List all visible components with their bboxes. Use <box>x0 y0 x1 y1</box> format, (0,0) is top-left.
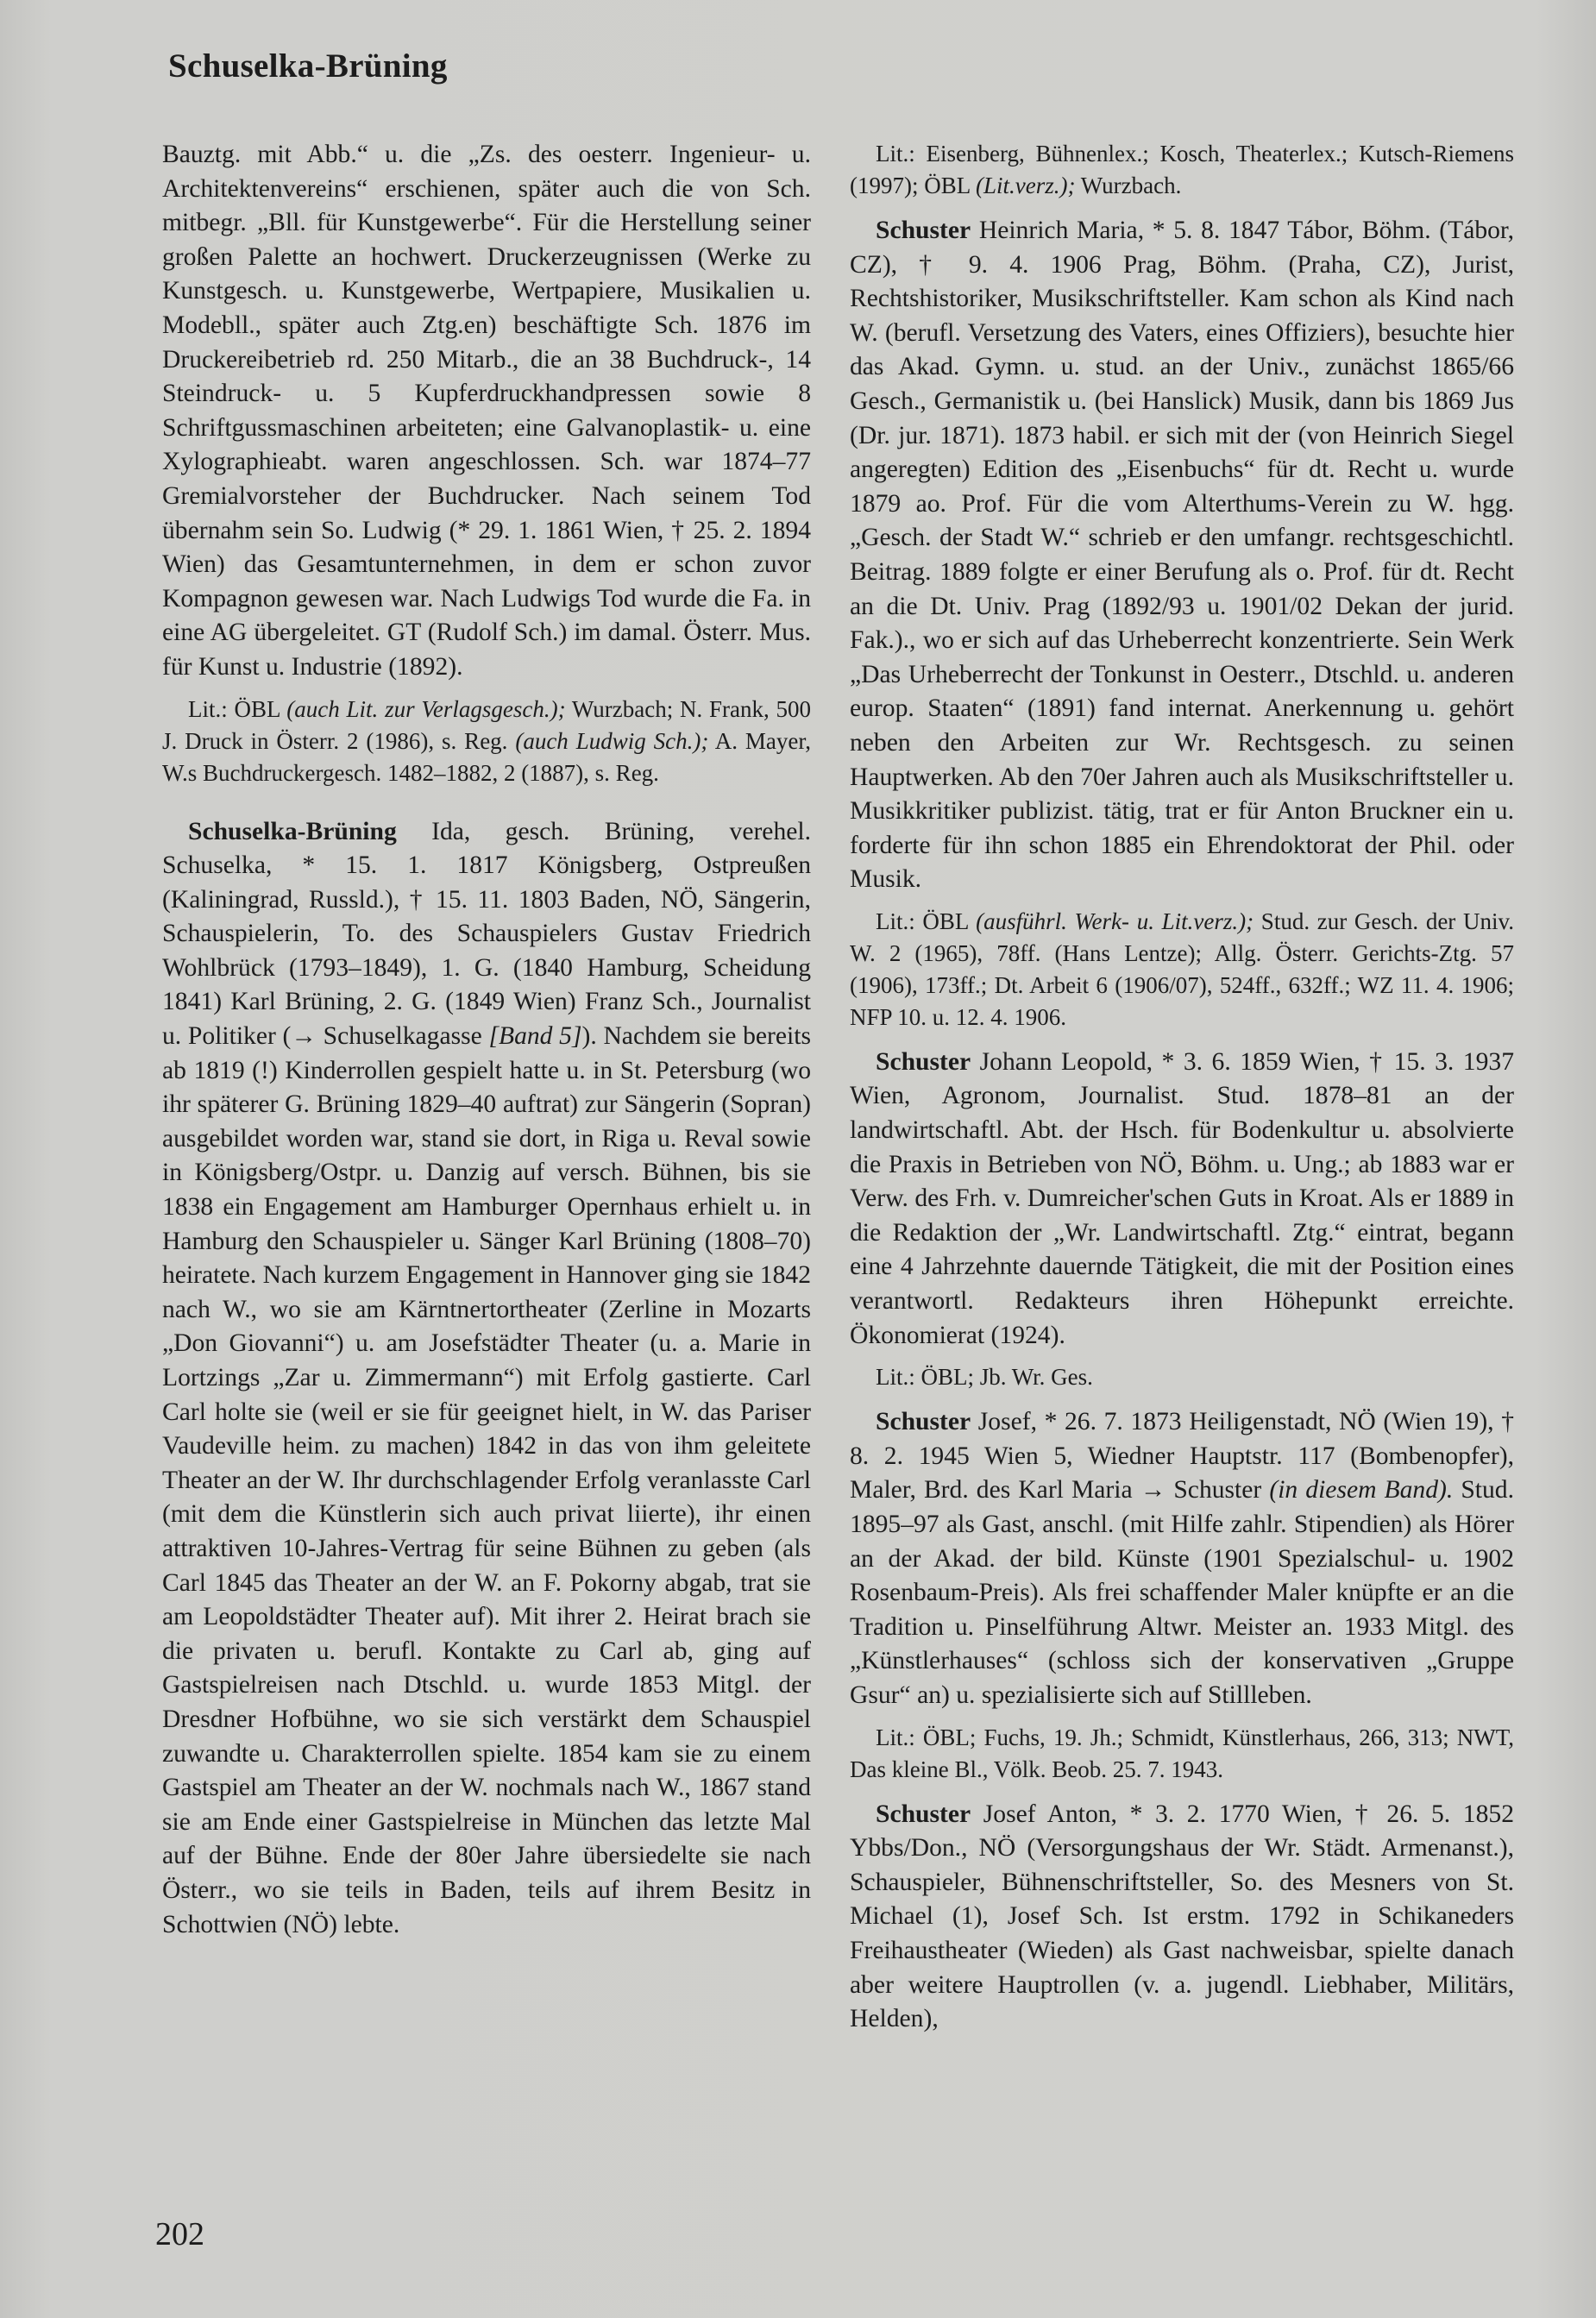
running-head: Schuselka-Brüning <box>168 47 448 85</box>
entry-schuster-johann <box>850 1046 1514 1353</box>
lit-italic: (auch Lit. zur Verlagsgesch.); <box>286 695 566 722</box>
entry-schuster-josef <box>850 1405 1514 1712</box>
entry-headword: Schuster <box>876 1800 971 1828</box>
lit-text: Wurzbach; N. Frank, 500 J. Druck in Österr. 2 (1986), s. Reg. <box>162 695 812 754</box>
lit-text: Lit.: ÖBL <box>188 695 287 722</box>
literature-note: Lit.: ÖBL; Fuchs, 19. Jh.; Schmidt, Künstlerhaus, 266, 313; NWT, Das kleine Bl., Völk. Beob. 25. 7. 1943. <box>850 1724 1514 1782</box>
entry-text: Stud. 1895–97 als Gast, anschl. (mit Hilfe zahlr. Stipendien) als Hörer an der Akad. der bild. Künste (1901 Spezialschul- u. 1902 Rosenbaum-Preis). Als frei schaffender Maler knüpfte er an die Tradition u. Pinselführung Altwr. Meister an. 1933 Mitgl. des „Künstlerhauses“ (schloss sich der konservativen „Gruppe Gsur“ an) u. spezialisierte sich auf Stillleben. <box>850 1476 1515 1709</box>
left-column <box>162 138 811 1942</box>
entry-schuselka-bruening <box>162 815 811 1943</box>
lit-text: Lit.: ÖBL <box>876 908 977 934</box>
entry-text: Ida, gesch. Brüning, verehel. Schuselka, * 15. 1. 1817 Königsberg, Ostpreußen (Kaliningrad, Russld.), † 15. 11. 1803 Baden, NÖ, Sängerin, Schauspielerin, To. des Schauspielers Gustav Friedrich Wohlbrück (1793–1849), 1. G. (1840 Hamburg, Scheidung 1841) Karl Brüning, 2. G. (1849 Wien) Franz Sch., Journalist u. Politiker (→ Schuselkagasse <box>162 817 811 1051</box>
lit-text: Wurzbach. <box>1075 173 1182 198</box>
entry-headword: Schuster <box>876 1408 971 1436</box>
page-number: 202 <box>155 2216 204 2252</box>
literature-note <box>850 138 1514 202</box>
lit-text: Lit.: Eisenberg, Bühnenlex.; Kosch, Theaterlex.; Kutsch-Riemens (1997); ÖBL <box>850 141 1514 198</box>
entry-text: Heinrich Maria, * 5. 8. 1847 Tábor, Böhm. (Tábor, CZ), † 9. 4. 1906 Prag, Böhm. (Praha, CZ), Jurist, Rechtshistoriker, Musikschriftsteller. Kam schon als Kind nach W. (berufl. Versetzung des Vaters, eines Offiziers), besuchte hier das Akad. Gymn. u. stud. an der Univ., zunächst 1865/66 Gesch., Germanistik u. (bei Hanslick) Musik, dann bis 1869 Jus (Dr. jur. 1871). 1873 habil. er sich mit der (von Heinrich Siegel angeregten) Edition des „Eisenbuchs“ für dt. Recht u. wurde 1879 ao. Prof. Für die vom Alterthums-Verein zu W. hgg. „Gesch. der Stadt W.“ schrieb er den umfangr. rechtsgeschichtl. Beitrag. 1889 folgte er einer Berufung als o. Prof. für dt. Recht an die Dt. Univ. Prag (1892/93 u. 1901/02 Dekan der jurid. Fak.)., wo er sich auf das Urheberrecht konzentrierte. Sein Werk „Das Urheberrecht der Tonkunst in Oesterr., Dtschld. u. anderen europ. Staaten“ (1891) fand internat. Anerkennung u. gehört neben den Arbeiten zur Wr. Rechtsgesch. zu seinen Hauptwerken. Ab den 70er Jahren auch als Musikschriftsteller u. Musikkritiker publizist. tätig, trat er für Anton Bruckner ein u. forderte für ihn schon 1885 ein Ehrendoktorat der Phil. oder Musik. <box>850 217 1514 894</box>
entry-headword: Schuster <box>876 217 971 244</box>
entry-headword: Schuster <box>876 1047 971 1076</box>
entry-headword: Schuselka-Brüning <box>188 817 397 845</box>
paragraph-continuation: Bauztg. mit Abb.“ u. die „Zs. des oesterr. Ingenieur- u. Architektenvereins“ erschienen, später auch die von Sch. mitbegr. „Bll. für Kunstgewerbe“. Für die Herstellung seiner großen Palette an hochwert. Druckerzeugnissen (Werke zu Kunstgesch. u. Kunstgewerbe, Wertpapiere, Musikalien u. Modebll., später auch Ztg.en) beschäftigte Sch. 1876 im Druckereibetrieb rd. 250 Mitarb., die an 38 Buchdruck-, 14 Steindruck- u. 5 Kupferdruckhandpressen sowie 8 Schriftgussmaschinen arbeiteten; eine Galvanoplastik- u. eine Xylographieabt. waren angeschlossen. Sch. war 1874–77 Gremialvorsteher der Buchdrucker. Nach seinem Tod übernahm sein So. Ludwig (* 29. 1. 1861 Wien, † 25. 2. 1894 Wien) das Gesamtunternehmen, in dem er schon zuvor Kompagnon gewesen war. Nach Ludwigs Tod wurde die Fa. in eine AG übergeleitet. GT (Rudolf Sch.) im damal. Österr. Mus. für Kunst u. Industrie (1892). <box>162 141 811 681</box>
lit-italic: (ausführl. Werk- u. Lit.verz.); <box>976 908 1254 934</box>
literature-note <box>850 906 1514 1033</box>
entry-text: Johann Leopold, * 3. 6. 1859 Wien, † 15. 3. 1937 Wien, Agronom, Journalist. Stud. 1878–81 an der landwirtschaftl. Abt. der Hsch. für Bodenkultur u. absolvierte die Praxis in Betrieben von NÖ, Böhm. u. Ung.; ab 1883 war er Verw. des Frh. v. Dumreicher'schen Guts in Kroat. Als er 1889 in die Redaktion der „Wr. Landwirtschaftl. Ztg.“ eintrat, begann eine 4 Jahrzehnte dauernde Tätigkeit, die mit der Position eines verantwortl. Redakteurs ihren Höhepunkt erreichte. Ökonomierat (1924). <box>850 1047 1514 1349</box>
lit-italic: (Lit.verz.); <box>975 173 1076 198</box>
entry-italic: [Band 5] <box>488 1022 582 1051</box>
literature-note <box>162 694 811 789</box>
literature-note: Lit.: ÖBL; Jb. Wr. Ges. <box>876 1364 1093 1391</box>
entry-schuster-josef-anton <box>850 1798 1514 2037</box>
entry-text: ). Nachdem sie bereits ab 1819 (!) Kinderrollen gespielt hatte u. in St. Petersburg (wo ihr späterer G. Brüning 1829–40 auftrat) zur Sängerin (Sopran) ausgebildet worden war, stand sie dort, in Riga u. Reval sowie in Königsberg/Ostpr. u. Danzig auf versch. Bühnen, bis sie 1838 ein Engagement am Hamburger Opernhaus erhielt u. in Hamburg den Schauspieler u. Sänger Karl Brüning (1808–70) heiratete. Nach kurzem Engagement in Hannover ging sie 1842 nach W., wo sie am Kärntnertortheater (Zerline in Mozarts „Don Giovanni“) u. am Josefstädter Theater (u. a. Marie in Lortzings „Zar u. Zimmermann“) mit Erfolg gastierte. Carl Carl holte sie (weil er sie für geeignet hielt, in W. das Pariser Vaudeville heim. zu machen) 1842 in das von ihm geleitete Theater an der W. Ihr durchschlagender Erfolg veranlasste Carl (mit dem die Künstlerin sich auch privat liierte), ihr einen attraktiven 10-Jahres-Vertrag für seine Bühnen zu geben (als Carl 1845 das Theater an der W. an F. Pokorny abgab, trat sie am Leopoldstädter Theater auf). Mit ihrer 2. Heirat brach sie die privaten u. berufl. Kontakte zu Carl ab, ging auf Gastspielreisen nach Dtschld. u. wurde 1853 Mitgl. der Dresdner Hofbühne, wo sie sich verstärkt dem Schauspiel zuwandte u. Charakterrollen spielte. 1854 kam sie zu einem Gastspiel am Theater an der W. nochmals nach W., 1867 stand sie am Ende einer Gastspielreise in München das letzte Mal auf der Bühne. Ende der 80er Jahre übersiedelte sie nach Österr., wo sie teils in Baden, teils auf ihrem Besitz in Schottwien (NÖ) lebte. <box>162 1022 811 1938</box>
lit-text: A. Mayer, W.s Buchdruckergesch. 1482–1882, 2 (1887), s. Reg. <box>162 727 812 786</box>
lit-italic: (auch Ludwig Sch.); <box>515 727 709 754</box>
entry-text: Josef, * 26. 7. 1873 Heiligenstadt, NÖ (Wien 19), † 8. 2. 1945 Wien 5, Wiedner Hauptstr. 117 (Bombenopfer), Maler, Brd. des Karl Maria → Schuster <box>850 1408 1514 1505</box>
lit-text: Stud. zur Gesch. der Univ. W. 2 (1965), 78ff. (Hans Lentze); Allg. Österr. Gerichts-Ztg. 57 (1906), 173ff.; Dt. Arbeit 6 (1906/07), 524ff., 632ff.; WZ 11. 4. 1906; NFP 10. u. 12. 4. 1906. <box>850 908 1514 1030</box>
right-column <box>850 138 1514 2037</box>
entry-text: Josef Anton, * 3. 2. 1770 Wien, † 26. 5. 1852 Ybbs/Don., NÖ (Versorgungshaus der Wr. Städt. Armenanst.), Schauspieler, Bühnenschriftsteller, So. des Mesners von St. Michael (1), Josef Sch. Ist erstm. 1792 in Schikaneders Freihaustheater (Wieden) als Gast nachweisbar, spielte danach aber weitere Hauptrollen (v. a. jugendl. Liebhaber, Militärs, Helden), <box>850 1800 1514 2033</box>
entry-schuster-heinrich <box>850 214 1514 897</box>
entry-italic: (in diesem Band). <box>1269 1476 1454 1505</box>
